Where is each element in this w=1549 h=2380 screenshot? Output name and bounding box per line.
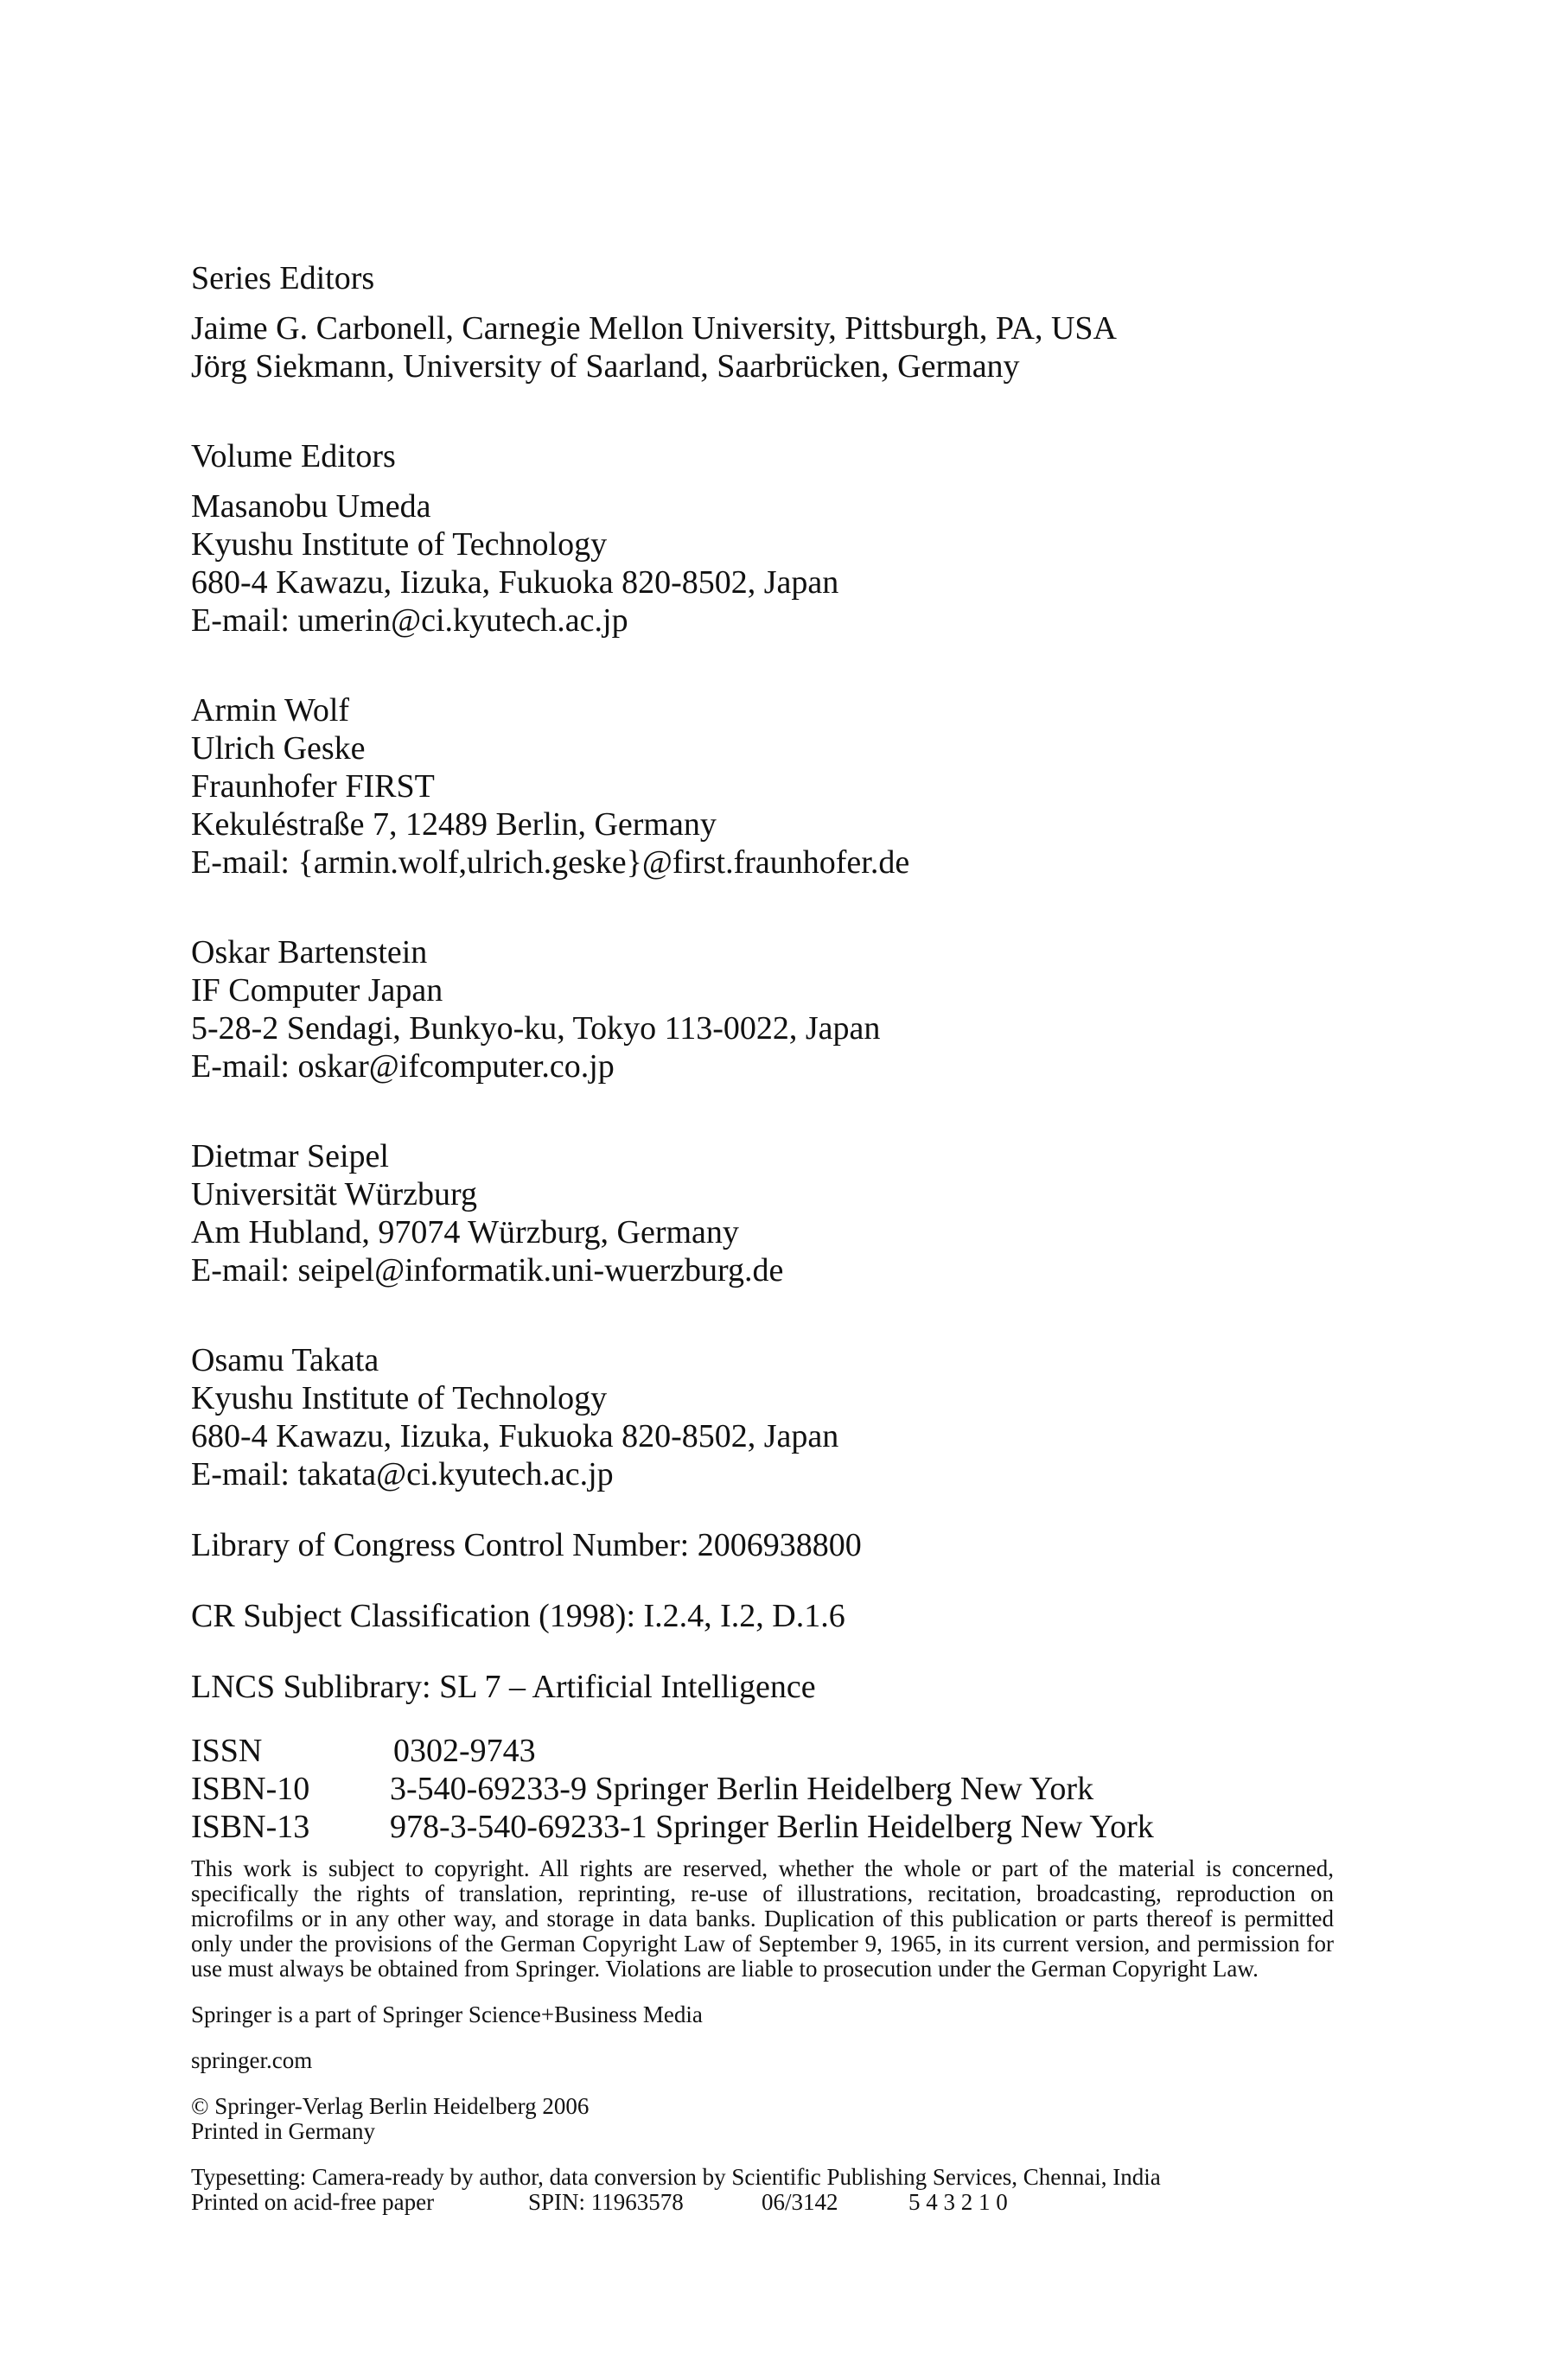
editor-address: 680-4 Kawazu, Iizuka, Fukuoka 820-8502, Japan: [191, 564, 839, 601]
editor-email: E-mail: takata@ci.kyutech.ac.jp: [191, 1456, 614, 1492]
identifier-row-isbn13: [191, 1808, 1349, 1846]
editor-address: 5-28-2 Sendagi, Bunkyo-ku, Tokyo 113-0022, Japan: [191, 1010, 881, 1047]
volume-editors-heading: Volume Editors: [191, 438, 396, 474]
editor-address-block: [191, 487, 1349, 640]
editor-name: Armin Wolf: [191, 692, 350, 729]
production-info: [191, 2165, 1349, 2215]
identifier-row-isbn10: [191, 1770, 1349, 1808]
editor-address: Kekuléstraße 7, 12489 Berlin, Germany: [191, 806, 717, 843]
lncs-sublibrary: LNCS Sublibrary: SL 7 – Artificial Intelligence: [191, 1669, 816, 1705]
editor-name: Masanobu Umeda: [191, 488, 431, 525]
typesetting-line: Typesetting: Camera-ready by author, data conversion by Scientific Publishing Services, Chennai, India: [191, 2164, 1161, 2190]
editor-email: E-mail: seipel@informatik.uni-wuerzburg.de: [191, 1252, 784, 1289]
editor-address-block: [191, 691, 1349, 881]
editor-email: E-mail: oskar@ifcomputer.co.jp: [191, 1048, 615, 1085]
identifier-value: 0302-9743: [393, 1733, 536, 1769]
editor-name: Dietmar Seipel: [191, 1138, 389, 1174]
identifier-label: ISBN-13: [191, 1809, 310, 1845]
series-editors-section: [191, 259, 1349, 385]
identifier-value: 3-540-69233-9 Springer Berlin Heidelberg New York: [390, 1771, 1094, 1807]
paper-info: Printed on acid-free paper: [191, 2189, 435, 2215]
editor-institution: Universität Würzburg: [191, 1176, 478, 1212]
print-code: 06/3142: [762, 2189, 838, 2215]
editor-address-block: [191, 933, 1349, 1085]
editor-institution: Fraunhofer FIRST: [191, 768, 435, 805]
editor-address-block: [191, 1341, 1349, 1493]
editor-address: 680-4 Kawazu, Iizuka, Fukuoka 820-8502, Japan: [191, 1418, 839, 1454]
identifier-value: 978-3-540-69233-1 Springer Berlin Heidelberg New York: [390, 1809, 1154, 1845]
spin-number: SPIN: 11963578: [528, 2189, 684, 2215]
copyright-block: [191, 2094, 1349, 2144]
editor-institution: Kyushu Institute of Technology: [191, 1380, 608, 1416]
editor-email: E-mail: umerin@ci.kyutech.ac.jp: [191, 602, 628, 639]
editor-institution: Kyushu Institute of Technology: [191, 526, 608, 563]
series-editors-heading: Series Editors: [191, 260, 375, 296]
volume-editors-section: [191, 437, 1349, 1493]
identifier-label: ISSN: [191, 1733, 263, 1769]
identifier-table: [191, 1732, 1349, 1846]
library-of-congress-number: Library of Congress Control Number: 2006938800: [191, 1527, 862, 1563]
print-run: 5 4 3 2 1 0: [908, 2189, 1008, 2215]
print-info-row: [191, 2190, 1349, 2215]
copyright-notice: This work is subject to copyright. All rights are reserved, whether the whole or part of the material is concerned, specifically the rights of translation, reprinting, re-use of illustrations, recitation, broadcasting, reproduction on microfilms or in any other way, and storage in data banks. Duplication of this publication or parts thereof is permitted only under the provisions of the German Copyright Law of September 9, 1965, in its current version, and permission for use must always be obtained from Springer. Violations are liable to prosecution under the German Copyright Law.: [191, 1855, 1334, 1982]
series-editor-line: Jaime G. Carbonell, Carnegie Mellon University, Pittsburgh, PA, USA: [191, 310, 1117, 347]
printed-in: Printed in Germany: [191, 2118, 375, 2144]
copyright-line: © Springer-Verlag Berlin Heidelberg 2006: [191, 2093, 590, 2119]
series-editor-line: Jörg Siekmann, University of Saarland, Saarbrücken, Germany: [191, 348, 1020, 385]
editor-institution: IF Computer Japan: [191, 972, 443, 1009]
editor-address-block: [191, 1137, 1349, 1289]
copyright-page: [191, 259, 1349, 2215]
editor-name: Osamu Takata: [191, 1342, 379, 1378]
editor-email: E-mail: {armin.wolf,ulrich.geske}@first.fraunhofer.de: [191, 844, 910, 881]
editor-name: Ulrich Geske: [191, 730, 366, 767]
springer-url: springer.com: [191, 2047, 313, 2073]
identifier-row-issn: [191, 1732, 1349, 1770]
identifier-label: ISBN-10: [191, 1771, 310, 1807]
editor-name: Oskar Bartenstein: [191, 934, 428, 970]
springer-part-statement: Springer is a part of Springer Science+Business Media: [191, 2001, 703, 2027]
editor-address: Am Hubland, 97074 Würzburg, Germany: [191, 1214, 739, 1250]
cr-subject-classification: CR Subject Classification (1998): I.2.4, I.2, D.1.6: [191, 1598, 845, 1634]
